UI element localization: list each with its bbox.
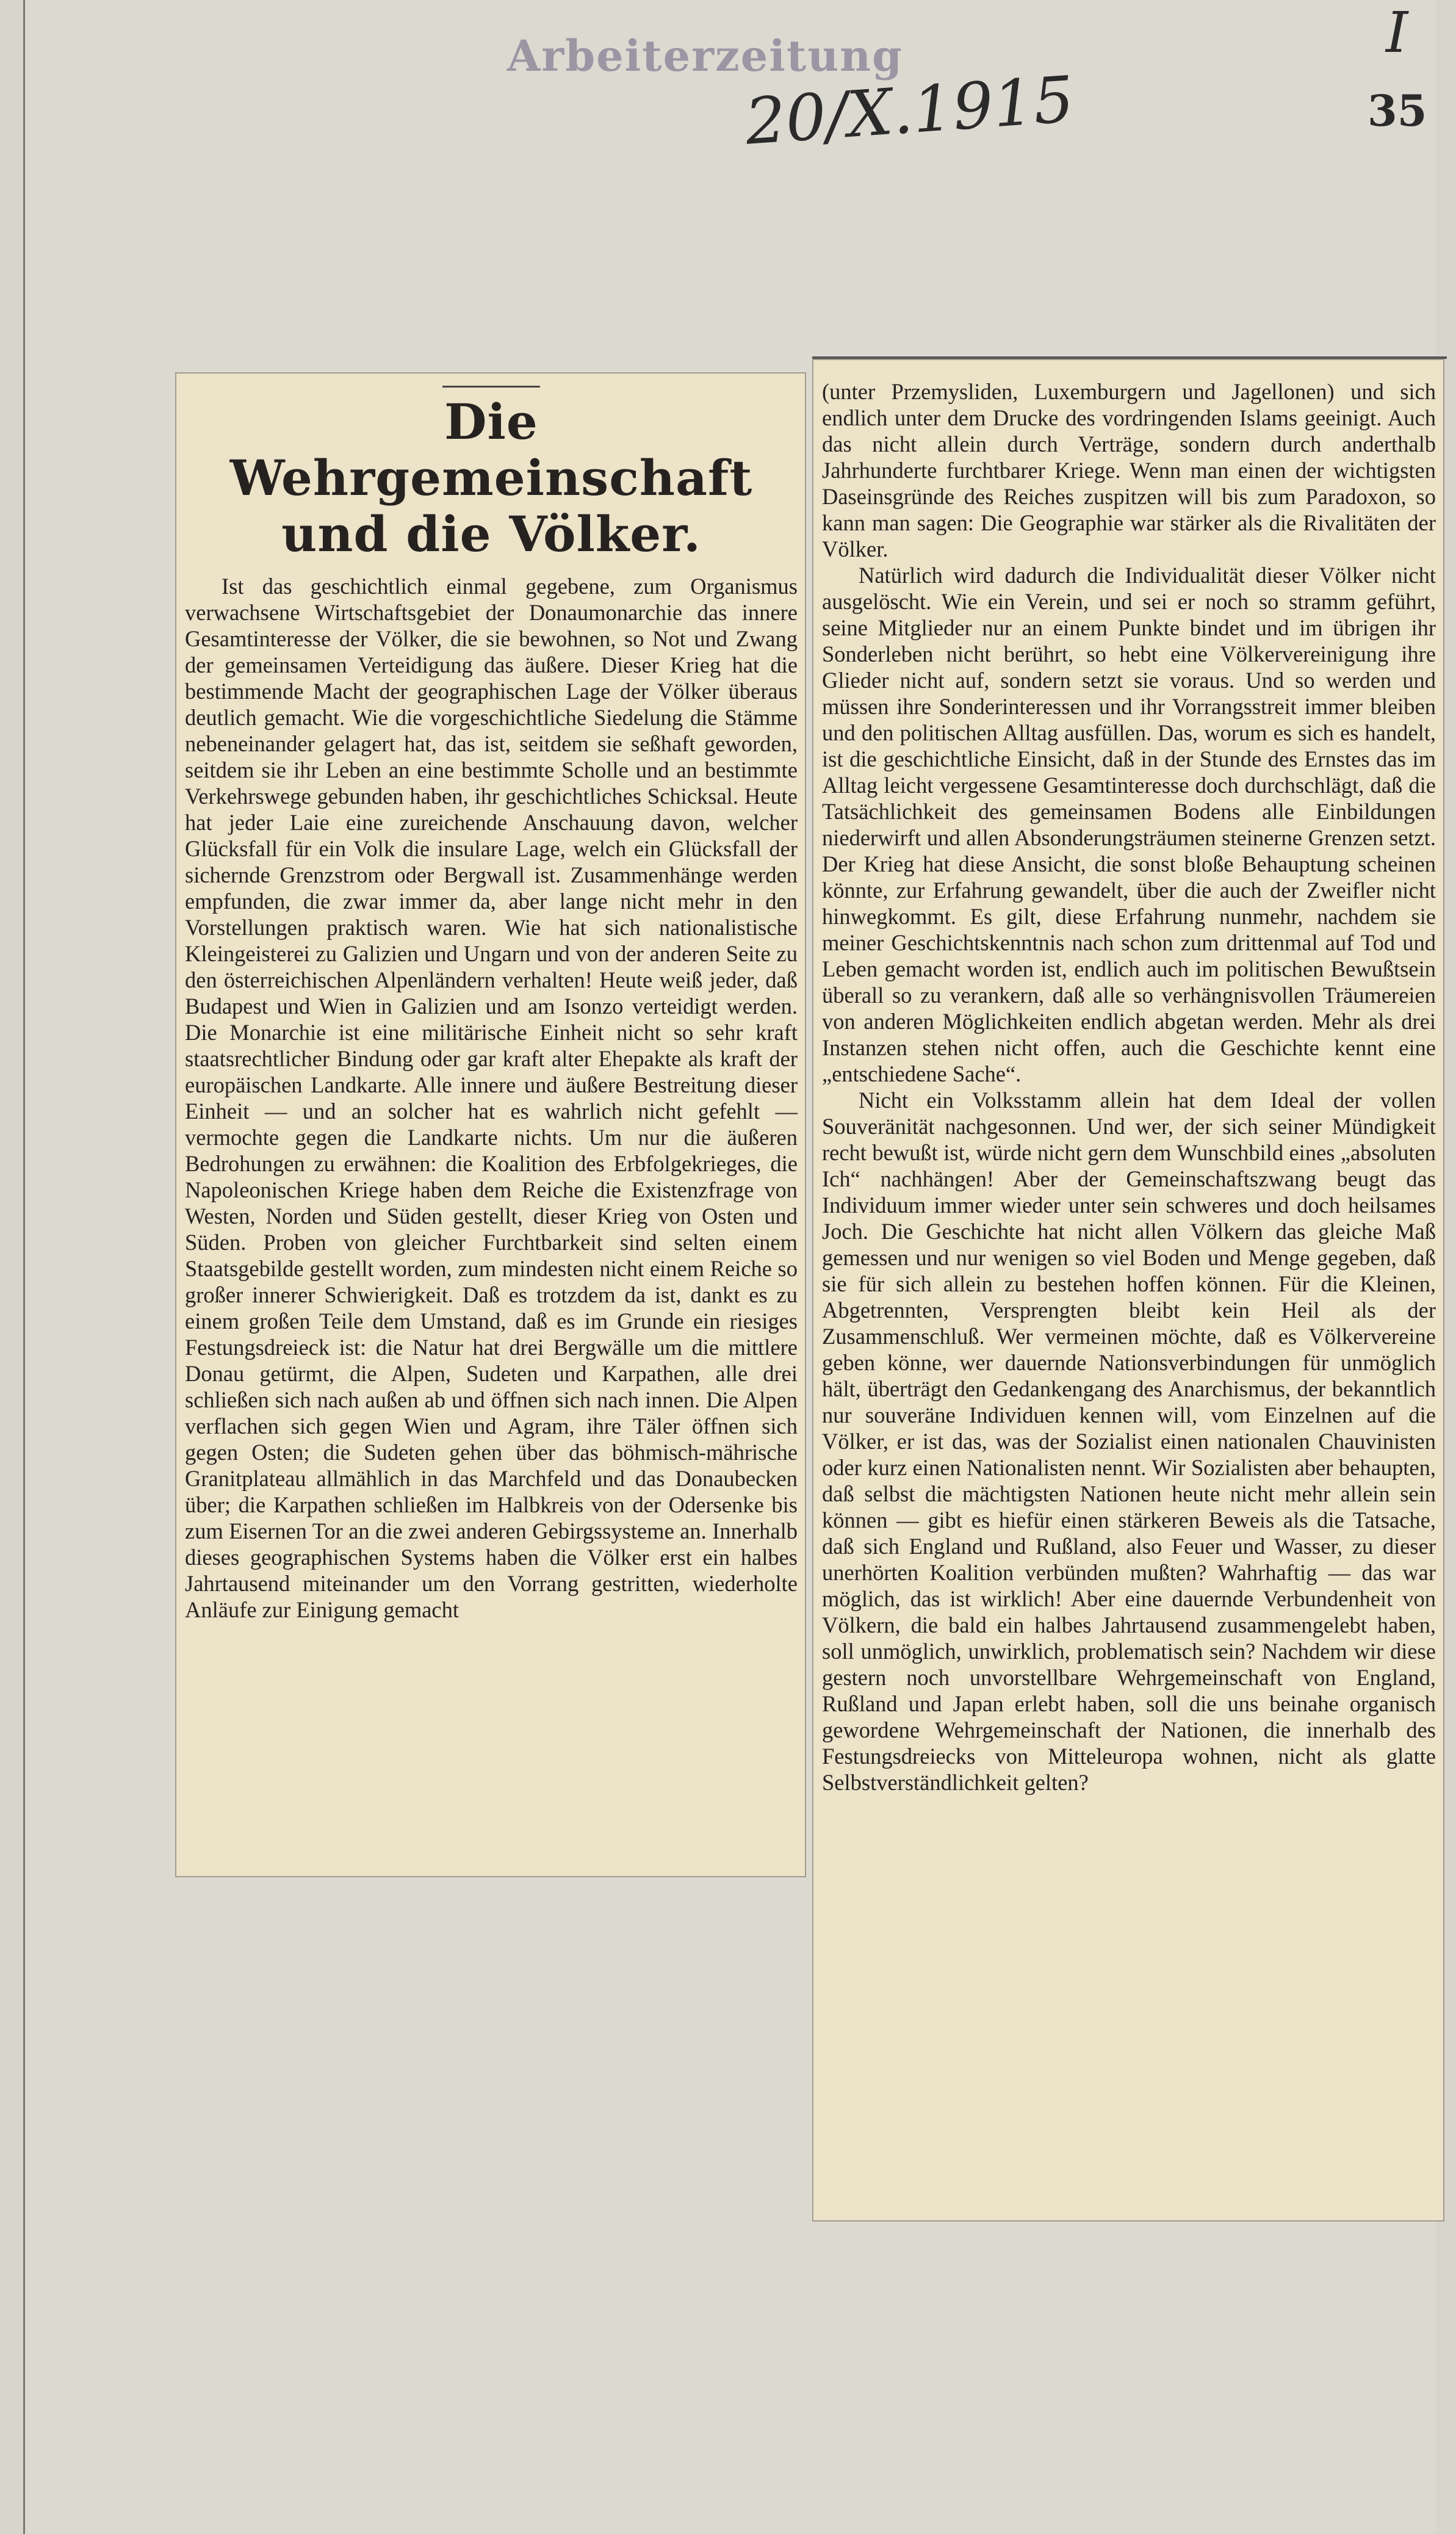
handwritten-mark: I [1386,0,1408,65]
article-clipping-right [813,360,1443,2220]
headline-rule [442,386,540,388]
column-top-rule [812,356,1447,359]
article-clipping-left [176,374,805,1876]
left-paragraph-1: Ist das geschichtlich einmal gegebene, zum Organismus verwachsene Wirtschaftsgebiet der Donaumonarchie das innere Gesamtinteresse der Völker, die sie bewohnen, so Not und Zwang der gemeinsamen Verteidigung das äußere. Dieser Krieg hat die bestimmende Macht der geographischen Lage der Völker überaus deutlich gemacht. Wie die vorgeschichtliche Siedelung die Stämme nebeneinander gelagert hat, das ist, seitdem sie seßhaft geworden, seitdem sie ihr Leben an eine bestimmte Scholle und an bestimmte Verkehrswege gebunden haben, ihr geschichtliches Schicksal. Heute hat jeder Laie eine zureichende Anschauung davon, welcher Glücksfall für ein Volk die insulare Lage, welch ein Glücksfall der sichernde Grenzstrom oder Bergwall ist. Zusammenhänge werden empfunden, die zwar immer da, aber lange nicht mehr in den Vorstellungen praktisch waren. Wie hat sich nationalistische Kleingeisterei zu Galizien und Ungarn und von der anderen Seite zu den österreichischen Alpenländern verhalten! Heute weiß jeder, daß Budapest und Wien in Galizien und am Isonzo verteidigt werden. Die Monarchie ist eine militärische Einheit nicht so sehr kraft staatsrechtlicher Bindung oder gar kraft alter Ehepakte als kraft der europäischen Landkarte. Alle innere und äußere Bestreitung dieser Einheit — und an solcher hat es wahrlich nicht gefehlt — vermochte gegen die Landkarte nichts. Um nur die äußeren Bedrohungen zu erwähnen: die Koalition des Erbfolgekrieges, die Napoleonischen Kriege haben dem Reiche die Existenzfrage von Westen, Norden und Süden gestellt, dieser Krieg von Osten und Süden. Proben von gleicher Furchtbarkeit sind selten einem Staatsgebilde gestellt worden, zum mindesten nicht einem Reiche so großer innerer Schwierigkeit. Daß es trotzdem da ist, dankt es zu einem großen Teile dem Umstand, daß es im Grunde ein riesiges Festungsdreieck ist: die Natur hat drei Bergwälle um die mittlere Donau getürmt, die Alpen, Sudeten und Karpathen, alle drei schließen sich nach außen ab und öffnen sich nach innen. Die Alpen verflachen sich gegen Wien und Agram, ihre Täler öffnen sich gegen Osten; die Sudeten gehen über das böhmisch-mährische Granitplateau allmählich in das Marchfeld und das Donaubecken über; die Karpathen schließen im Halbkreis von der Odersenke bis zum Eisernen Tor an die zwei anderen Gebirgssysteme an. Innerhalb dieses geographischen Systems haben die Völker erst ein halbes Jahrtausend miteinander um den Vorrang gestritten, wiederholte Anläufe zur Einigung gemacht [185,574,798,1622]
right-paragraph-3: Nicht ein Volksstamm allein hat dem Ideal der vollen Souveränität nachgesonnen. Und wer, der sich seiner Mündigkeit recht bewußt ist, würde nicht gern dem Wunschbild eines „absoluten Ich“ nachhängen! Aber der Gemeinschaftszwang beugt das Individuum immer wieder unter sein schweres und doch heilsames Joch. Die Geschichte hat nicht allen Völkern das gleiche Maß gemessen und nur wenigen so viel Boden und Menge gegeben, daß sie für sich allein zu bestehen hoffen können. Für die Kleinen, Abgetrennten, Versprengten bleibt kein Heil als der Zusammenschluß. Wer vermeinen möchte, daß es Völkervereine geben könne, wer dauernde Nationsverbindungen für unmöglich hält, überträgt den Gedankengang des Anarchismus, der bekanntlich nur souveräne Individuen kennen will, vom Einzelnen auf die Völker, er ist das, was der Sozialist einen nationalen Chauvinisten oder kurz einen Nationalisten nennt. Wir Sozialisten aber behaupten, daß selbst die mächtigsten Nationen heute nicht mehr allein sein können — gibt es hiefür einen stärkeren Beweis als die Tatsache, daß sich England und Rußland, also Feuer und Wasser, zu dieser unerhörten Koalition verbünden mußten? Wahrhaftig — das war möglich, das ist wirklich! Aber eine dauernde Verbundenheit von Völkern, die bald ein halbes Jahrtausend zusammengelebt haben, soll unmöglich, unwirklich, problematisch sein? Nachdem wir diese gestern noch unvorstellbare Wehrgemeinschaft von England, Rußland und Japan erlebt haben, soll die uns beinahe organisch gewordene Wehrgemeinschaft der Nationen, die innerhalb des Festungsdreiecks von Mitteleuropa wohnen, nicht als glatte Selbstverständlichkeit gelten? [822,1088,1436,1795]
newspaper-stamp: Arbeiterzeitung [507,31,903,81]
archive-sheet [23,0,1436,2534]
page-number: 35 [1368,85,1427,136]
right-paragraph-1: (unter Przemysliden, Luxemburgern und Jagellonen) und sich endlich unter dem Drucke des vordringenden Islams geeinigt. Auch das nicht allein durch Verträge, sondern durch anderthalb Jahrhunderte furchtbarer Kriege. Wenn man einen der wichtigsten Daseinsgründe des Reiches zuspitzen will bis zum Paradoxon, so kann man sagen: Die Geographie war stärker als die Rivalitäten der Völker. [822,379,1436,561]
handwritten-date: 20/X.1915 [743,62,1076,159]
right-paragraph-2: Natürlich wird dadurch die Individualität dieser Völker nicht ausgelöscht. Wie ein Verein, und sei er noch so stramm geführt, seine Mitglieder nur an einem Punkte bindet und im übrigen ihr Sonderleben nicht berührt, so hebt eine Völkervereinigung ihre Glieder nicht auf, sondern setzt sie voraus. Und so werden und müssen ihre Sonderinteressen und ihr Vorrangsstreit immer bleiben und den politischen Alltag ausfüllen. Das, worum es sich es handelt, ist die geschichtliche Einsicht, daß in der Stunde des Ernstes das im Alltag leicht vergessene Gesamtinteresse doch durchschlägt, daß die Tatsächlichkeit des gemeinsamen Bodens alle Einbildungen niederwirft und allen Absonderungsträumen steinerne Grenzen setzt. Der Krieg hat diese Ansicht, die sonst bloße Behauptung scheinen könnte, zur Erfahrung gewandelt, über die auch der Zweifler nicht hinwegkommt. Es gilt, diese Erfahrung nunmehr, nachdem sie meiner Geschichtskenntnis nach schon zum drittenmal auf Tod und Leben gemacht worden ist, endlich auch im politischen Bewußtsein überall so zu verankern, daß alle so verhängnisvollen Träumereien von anderen Möglichkeiten endlich abgetan werden. Mehr als drei Instanzen stehen nicht offen, auch die Geschichte kennt eine „entschiedene Sache“. [822,563,1436,1086]
article-headline: Die Wehrgemeinschaft und die Völker. [229,393,753,563]
